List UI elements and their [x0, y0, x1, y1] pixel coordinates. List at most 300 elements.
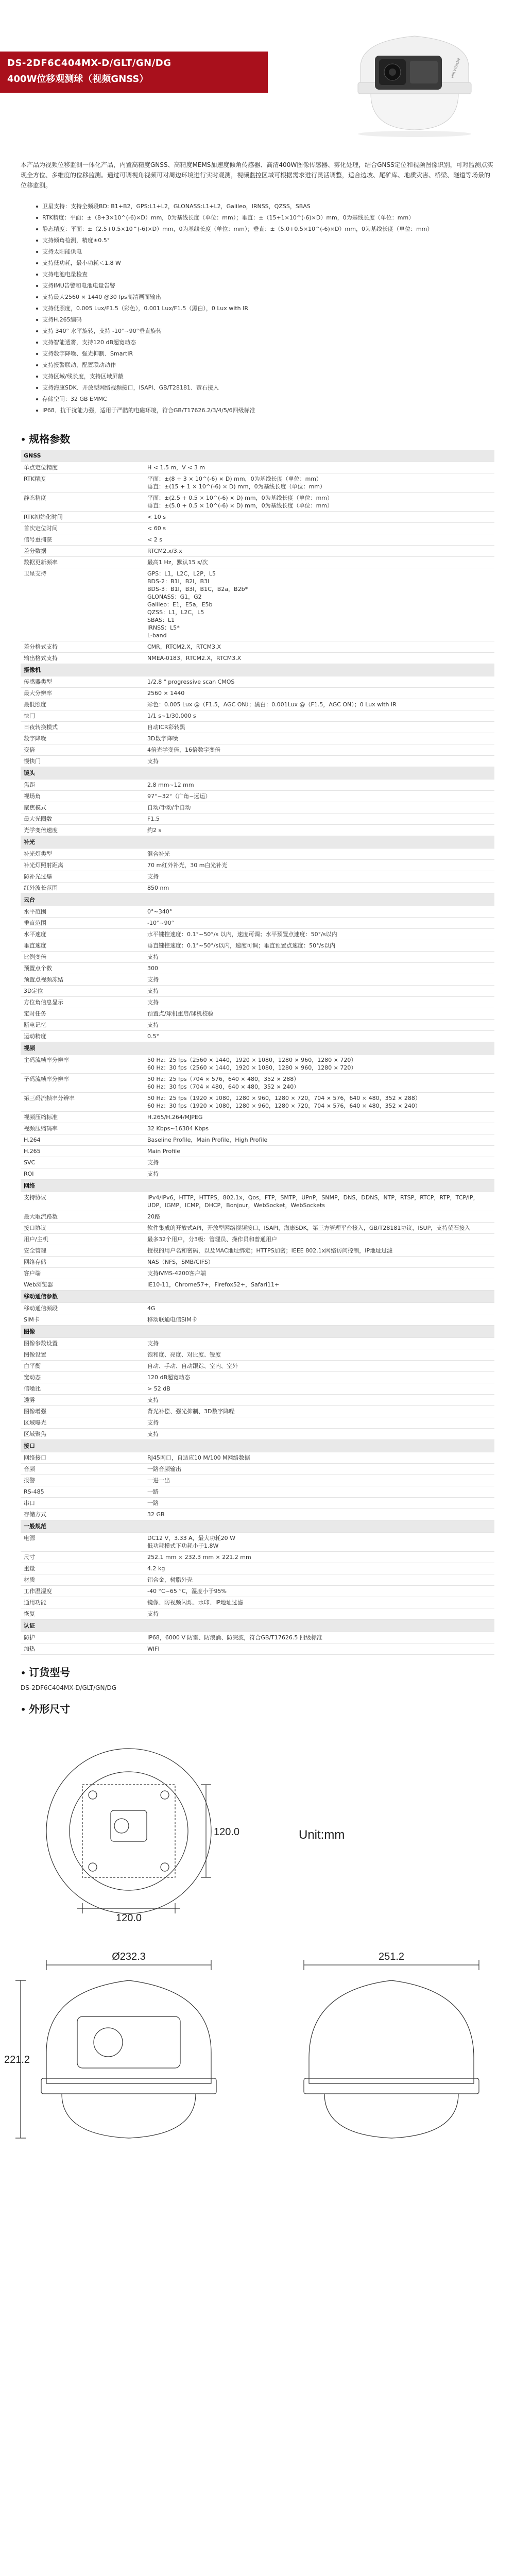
spec-group-row [21, 894, 494, 906]
spec-key: 运动精度 [21, 1031, 144, 1042]
specs-section-title [0, 427, 515, 450]
intro-paragraph: 本产品为视频位移监测一体化产品，内置高精度GNSS、高精度MEMS加速度倾角传感器、高清400W图像传感器、雾化处理，结合GNSS定位和视频图像识别，可对监测点实现全方位、多维度的位移监测。通过可调视角视频可对周边环境进行实时观测，视频监控区域可根据需求进行灵活调整，适合边坡、尾矿库、地质灾害、桥梁、隧道等场景的位移监测。 [21, 161, 493, 189]
top-view-outline [46, 1749, 211, 1913]
spec-value: F1.5 [144, 814, 494, 825]
spec-value: 3D数字降噪 [144, 733, 494, 744]
spec-table [21, 450, 494, 1655]
spec-row [21, 523, 494, 534]
feature-item: 支持报警联动，配置联动动作 [36, 360, 494, 371]
spec-value: GPS：L1，L2C，L2P，L5 BDS-2：B1I，B2I，B3I BDS-3：B1I，B3I，B1C，B2a，B2b* GLONASS：G1，G2 Galileo：E1，E5a，E5b QZSS：L1，L2C，L5 SBAS：L1 IRNSS：L5* L-band [144, 568, 494, 641]
spec-key: 首次定位时间 [21, 523, 144, 534]
spec-row [21, 1464, 494, 1475]
spec-key: 补光灯类型 [21, 849, 144, 860]
spec-row [21, 1383, 494, 1395]
spec-value: 1/2.8 " progressive scan CMOS [144, 676, 494, 688]
spec-value: H < 1.5 m，V < 3 m [144, 462, 494, 473]
spec-row [21, 1361, 494, 1372]
spec-value: 支持 [144, 1168, 494, 1180]
spec-value: 32 Kbps~16384 Kbps [144, 1123, 494, 1134]
spec-key: 比例变倍 [21, 952, 144, 963]
spec-row [21, 997, 494, 1008]
spec-key: 断电记忆 [21, 1020, 144, 1031]
spec-key: 补光灯照射距离 [21, 860, 144, 871]
spec-value: 背光补偿、强光抑制、3D数字降噪 [144, 1406, 494, 1417]
spec-value: 一进一出 [144, 1475, 494, 1486]
spec-row [21, 814, 494, 825]
spec-row [21, 1093, 494, 1112]
spec-key: 存储方式 [21, 1509, 144, 1520]
spec-row [21, 1429, 494, 1440]
feature-item: 支持电池电量检查 [36, 269, 494, 280]
spec-value: 水平键控速度：0.1°~50°/s 以内，速度可调；水平预置点速度：50°/s以内 [144, 929, 494, 940]
feature-item: 支持 340° 水平旋转，支持 -10°~90°垂直旋转 [36, 326, 494, 337]
spec-value: 支持 [144, 952, 494, 963]
spec-row [21, 744, 494, 756]
spec-value: 授权的用户名和密码，以及MAC地址绑定；HTTPS加密；IEEE 802.1x网络访问控制，IP地址过滤 [144, 1245, 494, 1257]
spec-row [21, 1303, 494, 1314]
spec-value: 1/1 s~1/30,000 s [144, 710, 494, 722]
spec-key: 电源 [21, 1533, 144, 1552]
spec-key: 日夜转换模式 [21, 722, 144, 733]
spec-value: IE10-11，Chrome57+，Firefox52+，Safari11+ [144, 1279, 494, 1291]
spec-row [21, 676, 494, 688]
spec-key: 输出格式支持 [21, 653, 144, 664]
spec-value: RJ45网口，自适应10 M/100 M网络数据 [144, 1452, 494, 1464]
dim-251: 251.2 [378, 1951, 405, 1962]
dimension-svg [0, 1723, 515, 2145]
spec-value: 彩色：0.005 Lux @（F1.5，AGC ON）；黑白：0.001Lux @（F1.5，AGC ON）；0 Lux with IR [144, 699, 494, 710]
spec-row [21, 546, 494, 557]
spec-row [21, 1134, 494, 1146]
spec-row [21, 918, 494, 929]
spec-row [21, 733, 494, 744]
spec-row [21, 940, 494, 952]
spec-key: 网络接口 [21, 1452, 144, 1464]
svg-text:HIKVISION: HIKVISION [450, 57, 461, 79]
spec-value: CMR，RTCM2.X，RTCM3.X [144, 641, 494, 653]
spec-key: 快门 [21, 710, 144, 722]
spec-row [21, 849, 494, 860]
spec-value: 0.5° [144, 1031, 494, 1042]
feature-item: 存储空间：32 GB EMMC [36, 394, 494, 405]
spec-row [21, 1608, 494, 1620]
spec-key: 最大分辨率 [21, 688, 144, 699]
spec-value: 铝合金，树脂外壳 [144, 1574, 494, 1586]
feature-item: RTK精度：平面：±（8+3×10^(-6)×D）mm，0为基线长度（单位：mm）；垂直：±（15+1×10^(-6)×D）mm，0为基线长度（单位：mm） [36, 212, 494, 224]
spec-key: RS-485 [21, 1486, 144, 1498]
spec-key: 接口协议 [21, 1223, 144, 1234]
spec-value: 支持 [144, 1395, 494, 1406]
spec-row [21, 534, 494, 546]
feature-item: 支持数字降噪、强光抑制、SmartIR [36, 348, 494, 360]
spec-key: 最大取流路数 [21, 1211, 144, 1223]
spec-value: NMEA-0183，RTCM2.X，RTCM3.X [144, 653, 494, 664]
spec-key: 慢快门 [21, 756, 144, 767]
spec-row [21, 1268, 494, 1279]
spec-key: RTK初始化时间 [21, 512, 144, 523]
spec-value: 垂直键控速度：0.1°~50°/s以内，速度可调；垂直预置点速度：50°/s以内 [144, 940, 494, 952]
spec-value: 20路 [144, 1211, 494, 1223]
spec-key: 尺寸 [21, 1552, 144, 1563]
spec-key: 信号重捕获 [21, 534, 144, 546]
spec-row [21, 1349, 494, 1361]
spec-key: 光学变倍速度 [21, 825, 144, 836]
spec-row [21, 1234, 494, 1245]
spec-value: 移动联通电信SIM卡 [144, 1314, 494, 1326]
spec-key: 白平衡 [21, 1361, 144, 1372]
spec-key: 宽动态 [21, 1372, 144, 1383]
dim-232-diameter: Ø232.3 [112, 1951, 146, 1962]
spec-value: 支持 [144, 756, 494, 767]
spec-key: 水平速度 [21, 929, 144, 940]
spec-row [21, 756, 494, 767]
spec-key: 视频压缩标准 [21, 1112, 144, 1123]
spec-key: 最低照度 [21, 699, 144, 710]
spec-row [21, 512, 494, 523]
spec-value: 252.1 mm × 232.3 mm × 221.2 mm [144, 1552, 494, 1563]
feature-item: 支持太阳能供电 [36, 246, 494, 258]
spec-key: 焦距 [21, 779, 144, 791]
feature-item: IP68、抗干扰能力强，适用于严酷的电磁环境，符合GB/T17626.2/3/4/5/6四级标准 [36, 405, 494, 416]
spec-key: 静态精度 [21, 493, 144, 512]
spec-row [21, 699, 494, 710]
spec-row [21, 1257, 494, 1268]
spec-row [21, 1417, 494, 1429]
spec-key: 红外波长范围 [21, 883, 144, 894]
spec-key: 重量 [21, 1563, 144, 1574]
spec-row [21, 1475, 494, 1486]
feature-list [0, 198, 515, 427]
bullet-icon: • [21, 435, 26, 445]
spec-group-label: 图像 [21, 1326, 494, 1338]
spec-row [21, 1055, 494, 1074]
spec-row [21, 641, 494, 653]
spec-value: IP68，6000 V 防雷、防浪涌、防突波，符合GB/T17626.5 四级标准 [144, 1632, 494, 1643]
spec-value: 4倍光学变倍，16倍数字变倍 [144, 744, 494, 756]
dim-221-height: 221.2 [4, 2054, 30, 2065]
feature-item: 静态精度：平面：±（2.5+0.5×10^(-6)×D）mm，0为基线长度（单位：mm）；垂直：±（5.0+0.5×10^(-6)×D）mm，0为基线长度（单位：mm） [36, 224, 494, 235]
spec-group-label: 一般规范 [21, 1520, 494, 1533]
spec-value: 支持 [144, 986, 494, 997]
spec-group-label: 云台 [21, 894, 494, 906]
spec-row [21, 1338, 494, 1349]
spec-value: 混合补光 [144, 849, 494, 860]
spec-key: ROI [21, 1168, 144, 1180]
spec-value: 2560 × 1440 [144, 688, 494, 699]
spec-row [21, 1157, 494, 1168]
spec-key: 串口 [21, 1498, 144, 1509]
feature-item: 卫星支持：支持全频段BD: B1+B2，GPS:L1+L2，GLONASS:L1+L2，Galileo，IRNSS，QZSS，SBAS [36, 201, 494, 212]
spec-row [21, 860, 494, 871]
spec-group-label: 移动通信参数 [21, 1291, 494, 1303]
spec-key: 视场角 [21, 791, 144, 802]
spec-key: 数字降噪 [21, 733, 144, 744]
spec-row [21, 1452, 494, 1464]
spec-value: 70 m红外补光，30 m白光补光 [144, 860, 494, 871]
spec-value: 饱和度、亮度、对比度、锐度 [144, 1349, 494, 1361]
spec-key: 3D定位 [21, 986, 144, 997]
spec-group-row [21, 1326, 494, 1338]
spec-group-row [21, 1620, 494, 1632]
spec-key: 子码流帧率分辨率 [21, 1074, 144, 1093]
spec-key: SIM卡 [21, 1314, 144, 1326]
spec-value: DC12 V，3.33 A，最大功耗20 W 低功耗模式下功耗小于1.8W [144, 1533, 494, 1552]
spec-row [21, 1192, 494, 1211]
spec-value: 支持 [144, 1020, 494, 1031]
spec-row [21, 1168, 494, 1180]
spec-key: 最大光圈数 [21, 814, 144, 825]
spec-key: 差分数据 [21, 546, 144, 557]
spec-value: 自动/手动/半自动 [144, 802, 494, 814]
spec-row [21, 791, 494, 802]
spec-row [21, 557, 494, 568]
spec-value: 支持 [144, 1338, 494, 1349]
feature-item: 支持IMU告警和电池电量告警 [36, 280, 494, 292]
spec-value: 平面：±(2.5 + 0.5 × 10^(-6) × D) mm，0为基线长度（单位：mm） 垂直：±(5.0 + 0.5 × 10^(-6) × D) mm，0为基线长度（单位：mm） [144, 493, 494, 512]
spec-key: 传感器类型 [21, 676, 144, 688]
spec-key: 第三码流帧率分辨率 [21, 1093, 144, 1112]
spec-row [21, 1245, 494, 1257]
spec-key: 数据更新频率 [21, 557, 144, 568]
spec-key: 支持协议 [21, 1192, 144, 1211]
spec-key: 透雾 [21, 1395, 144, 1406]
spec-row [21, 1020, 494, 1031]
spec-value: > 52 dB [144, 1383, 494, 1395]
spec-value: 预置点/球机重启/球机校验 [144, 1008, 494, 1020]
spec-value: IPv4/IPv6，HTTP，HTTPS，802.1x，Qos，FTP，SMTP，UPnP，SNMP，DNS，DDNS，NTP，RTSP，RTCP，RTP，TCP/IP，UDP，IGMP，ICMP，DHCP，Bonjour，WebSocket，WebSockets [144, 1192, 494, 1211]
spec-value: 300 [144, 963, 494, 974]
spec-group-row [21, 1042, 494, 1055]
spec-group-row [21, 664, 494, 676]
spec-row [21, 653, 494, 664]
spec-group-row [21, 1520, 494, 1533]
order-section-title [0, 1660, 515, 1683]
dim-120-horizontal: 120.0 [115, 1912, 142, 1924]
spec-value: 50 Hz：25 fps（704 × 576，640 × 480，352 × 288） 60 Hz：30 fps（704 × 480，640 × 480，352 × 240） [144, 1074, 494, 1093]
feature-item: 支持区域/线长度，支持区域屏蔽 [36, 371, 494, 382]
spec-row [21, 963, 494, 974]
spec-value: 自动ICR彩转黑 [144, 722, 494, 733]
spec-row [21, 568, 494, 641]
spec-row [21, 1211, 494, 1223]
spec-row [21, 1486, 494, 1498]
spec-value: 最多32个用户，分3级：管理员、操作员和普通用户 [144, 1234, 494, 1245]
dims-section-title [0, 1697, 515, 1720]
spec-value: 50 Hz：25 fps（1920 × 1080，1280 × 960，1280 × 720，704 × 576，640 × 480，352 × 288） 60 Hz：30 fps（1920 × 1080，1280 × 960，1280 × 720，704 × 576，640 × 480，352 × 240） [144, 1093, 494, 1112]
spec-key: 预置点个数 [21, 963, 144, 974]
spec-value: H.265/H.264/MJPEG [144, 1112, 494, 1123]
spec-key: 差分格式支持 [21, 641, 144, 653]
feature-item: 支持低功耗，最小功耗＜1.8 W [36, 258, 494, 269]
spec-value: 软件集成的开放式API，开放型网络视频接口，ISAPI，海康SDK，第三方管理平台接入，GB/T28181协议，ISUP，支持萤石接入 [144, 1223, 494, 1234]
spec-value: 支持 [144, 1429, 494, 1440]
spec-key: 音频 [21, 1464, 144, 1475]
spec-row [21, 825, 494, 836]
spec-value: < 10 s [144, 512, 494, 523]
spec-row [21, 779, 494, 791]
spec-row [21, 462, 494, 473]
dim-120-vertical: 120.0 [214, 1826, 240, 1838]
spec-value: 2.8 mm~12 mm [144, 779, 494, 791]
spec-key: 卫星支持 [21, 568, 144, 641]
header [0, 0, 515, 155]
spec-row [21, 722, 494, 733]
spec-value: 一路 [144, 1486, 494, 1498]
spec-key: 客户端 [21, 1268, 144, 1279]
spec-value: 最高1 Hz，默认15 s/次 [144, 557, 494, 568]
spec-group-label: GNSS [21, 450, 494, 462]
spec-group-row [21, 1180, 494, 1192]
spec-row [21, 1509, 494, 1520]
spec-group-row [21, 767, 494, 779]
spec-row [21, 688, 494, 699]
spec-value: Main Profile [144, 1146, 494, 1157]
spec-row [21, 1533, 494, 1552]
spec-value: -10°~90° [144, 918, 494, 929]
spec-value: 支持 [144, 1417, 494, 1429]
spec-row [21, 871, 494, 883]
spec-key: 恢复 [21, 1608, 144, 1620]
spec-row [21, 986, 494, 997]
feature-item: 支持低照度，0.005 Lux/F1.5（彩色），0.001 Lux/F1.5（黑白），0 Lux with IR [36, 303, 494, 314]
spec-group-label: 镜头 [21, 767, 494, 779]
spec-key: 聚焦模式 [21, 802, 144, 814]
spec-key: 防补光过爆 [21, 871, 144, 883]
spec-value: 支持 [144, 1157, 494, 1168]
spec-group-label: 视频 [21, 1042, 494, 1055]
spec-row [21, 1563, 494, 1574]
specs-title-text: 规格参数 [29, 433, 71, 445]
feature-item: 支持倾角检测，精度±0.5° [36, 235, 494, 246]
spec-row [21, 1112, 494, 1123]
spec-key: 信噪比 [21, 1383, 144, 1395]
spec-row [21, 1395, 494, 1406]
spec-row [21, 1586, 494, 1597]
feature-item: 支持H.265编码 [36, 314, 494, 326]
spec-key: 变倍 [21, 744, 144, 756]
spec-key: 材质 [21, 1574, 144, 1586]
spec-group-row [21, 1440, 494, 1452]
spec-key: 网络存储 [21, 1257, 144, 1268]
spec-value: 自动、手动、自动跟踪、室内、室外 [144, 1361, 494, 1372]
dims-title-text: 外形尺寸 [29, 1703, 71, 1715]
spec-row [21, 1597, 494, 1608]
spec-row [21, 1643, 494, 1655]
spec-row [21, 1008, 494, 1020]
spec-key: 安全管理 [21, 1245, 144, 1257]
spec-group-label: 接口 [21, 1440, 494, 1452]
product-model: DS-2DF6C404MX-D/GLT/GN/DG [7, 58, 171, 69]
spec-key: 通用功能 [21, 1597, 144, 1608]
spec-key: 加热 [21, 1643, 144, 1655]
bullet-icon: • [21, 1668, 26, 1678]
spec-row [21, 473, 494, 493]
spec-row [21, 906, 494, 918]
spec-row [21, 802, 494, 814]
spec-group-row [21, 836, 494, 849]
spec-row [21, 1406, 494, 1417]
spec-value: < 2 s [144, 534, 494, 546]
spec-key: 方位角信息显示 [21, 997, 144, 1008]
spec-key: 工作温湿度 [21, 1586, 144, 1597]
spec-key: 移动通信频段 [21, 1303, 144, 1314]
spec-value: 一路 [144, 1498, 494, 1509]
unit-label: Unit:mm [299, 1828, 345, 1842]
spec-value: 4G [144, 1303, 494, 1314]
order-code: DS-2DF6C404MX-D/GLT/GN/DG [21, 1684, 117, 1691]
spec-key: 图像设置 [21, 1349, 144, 1361]
spec-value: RTCM2.x/3.x [144, 546, 494, 557]
spec-row [21, 493, 494, 512]
title-banner [0, 52, 268, 93]
spec-key: 区域聚焦 [21, 1429, 144, 1440]
spec-row [21, 1031, 494, 1042]
spec-row [21, 1074, 494, 1093]
spec-value: 支持 [144, 997, 494, 1008]
spec-key: RTK精度 [21, 473, 144, 493]
spec-key: 主码流帧率分辨率 [21, 1055, 144, 1074]
spec-row [21, 1574, 494, 1586]
spec-value: 0°~340° [144, 906, 494, 918]
spec-value: 4.2 kg [144, 1563, 494, 1574]
spec-row [21, 883, 494, 894]
dimension-drawing [0, 1723, 515, 2145]
spec-value: 支持 [144, 974, 494, 986]
spec-row [21, 1223, 494, 1234]
product-image [330, 10, 500, 139]
spec-row [21, 1146, 494, 1157]
spec-value: 平面：±(8 + 3 × 10^(-6) × D) mm，0为基线长度（单位：mm） 垂直：±(15 + 1 × 10^(-6) × D) mm，0为基线长度（单位：mm） [144, 473, 494, 493]
spec-value: 支持 [144, 871, 494, 883]
spec-key: 视频压缩码率 [21, 1123, 144, 1134]
spec-group-row [21, 450, 494, 462]
spec-value: 支持 [144, 1608, 494, 1620]
spec-value: < 60 s [144, 523, 494, 534]
spec-key: H.264 [21, 1134, 144, 1146]
spec-row [21, 974, 494, 986]
spec-value: 50 Hz：25 fps（2560 × 1440，1920 × 1080，1280 × 960，1280 × 720） 60 Hz：30 fps（2560 × 1440，1920 × 1080，1280 × 960，1280 × 720） [144, 1055, 494, 1074]
spec-value: 一路音频输出 [144, 1464, 494, 1475]
spec-row [21, 1123, 494, 1134]
spec-value: Baseline Profile，Main Profile，High Profile [144, 1134, 494, 1146]
spec-key: 垂直速度 [21, 940, 144, 952]
spec-value: WIFI [144, 1643, 494, 1655]
feature-item: 支持智能透雾，支持120 dB超宽动态 [36, 337, 494, 348]
spec-value: NAS（NFS，SMB/CIFS） [144, 1257, 494, 1268]
spec-key: 图像参数设置 [21, 1338, 144, 1349]
spec-row [21, 1498, 494, 1509]
spec-row [21, 1314, 494, 1326]
spec-key: 预置点视频冻结 [21, 974, 144, 986]
spec-value: 120 dB超宽动态 [144, 1372, 494, 1383]
product-name: 400W位移观测球（视频GNSS） [7, 74, 149, 84]
spec-row [21, 1552, 494, 1563]
spec-key: 水平范围 [21, 906, 144, 918]
spec-value: 镜像、防视频闪烁、水印、IP地址过滤 [144, 1597, 494, 1608]
spec-value: 32 GB [144, 1509, 494, 1520]
spec-value: 支持iVMS-4200客户端 [144, 1268, 494, 1279]
spec-key: H.265 [21, 1146, 144, 1157]
spec-key: 定时任务 [21, 1008, 144, 1020]
spec-group-row [21, 1291, 494, 1303]
spec-row [21, 1372, 494, 1383]
spec-group-label: 网络 [21, 1180, 494, 1192]
spec-row [21, 1632, 494, 1643]
spec-key: Web浏览器 [21, 1279, 144, 1291]
spec-key: 单点定位精度 [21, 462, 144, 473]
spec-key: 图像增强 [21, 1406, 144, 1417]
spec-row [21, 929, 494, 940]
